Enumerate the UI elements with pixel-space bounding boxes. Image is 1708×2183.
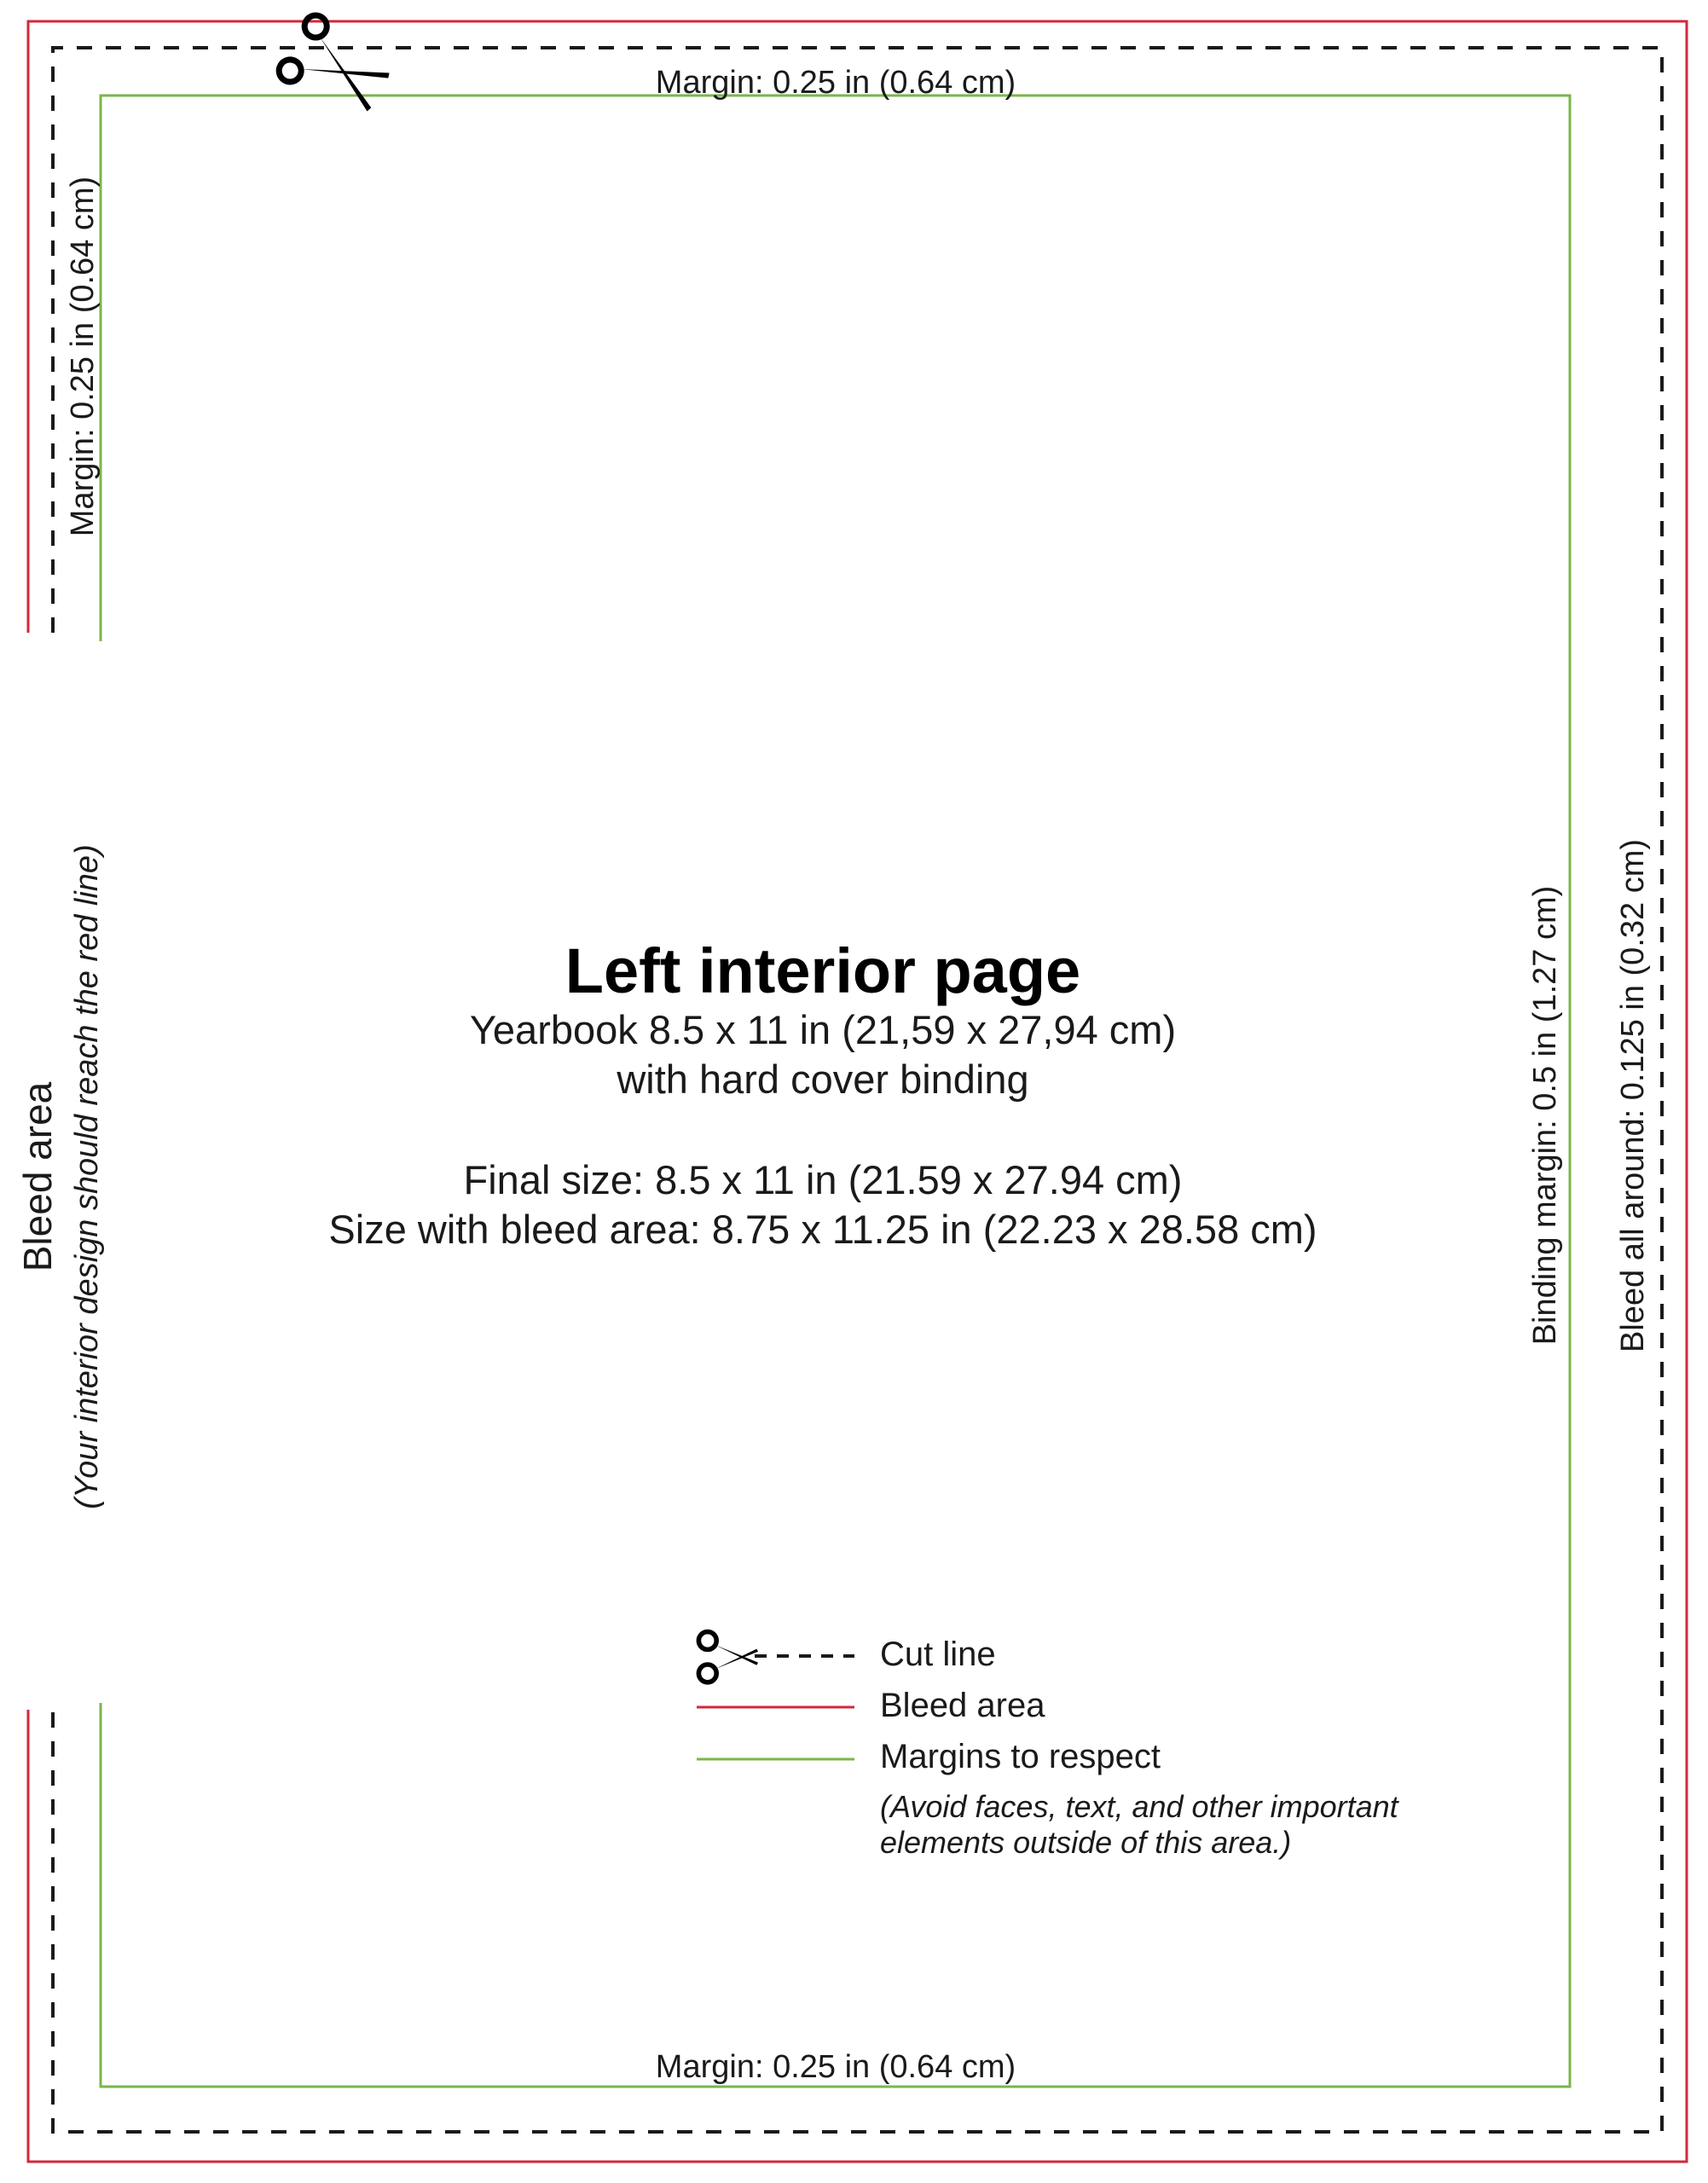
bottom-margin-label: Margin: 0.25 in (0.64 cm)	[655, 2049, 1016, 2085]
left-margin-label: Margin: 0.25 in (0.64 cm)	[65, 176, 101, 537]
subtitle-line-1: Yearbook 8.5 x 11 in (21,59 x 27,94 cm)	[469, 1007, 1177, 1053]
scissors-icon	[275, 11, 397, 124]
page-info	[0, 936, 1646, 1254]
final-size-line: Final size: 8.5 x 11 in (21.59 x 27.94 cm)	[463, 1157, 1183, 1203]
legend-note	[880, 1789, 1398, 1861]
page-title: Left interior page	[565, 935, 1081, 1006]
legend-label-margins: Margins to respect	[880, 1738, 1161, 1775]
bleed-area-side-note: (Your interior design should reach the red line)	[69, 844, 105, 1509]
legend-note-line-1: (Avoid faces, text, and other important	[880, 1789, 1398, 1824]
legend-label-cut-line: Cut line	[880, 1636, 996, 1673]
subtitle-line-2: with hard cover binding	[617, 1057, 1029, 1103]
binding-margin-label: Binding margin: 0.5 in (1.27 cm)	[1527, 885, 1563, 1346]
scissors-icon	[698, 1632, 758, 1682]
bleed-size-line: Size with bleed area: 8.75 x 11.25 in (22.23 x 28.58 cm)	[328, 1207, 1317, 1253]
bleed-all-around-label: Bleed all around: 0.125 in (0.32 cm)	[1615, 838, 1651, 1353]
legend-label-bleed-area: Bleed area	[880, 1687, 1045, 1724]
top-margin-label: Margin: 0.25 in (0.64 cm)	[655, 65, 1016, 101]
bleed-area-side-label: Bleed area	[15, 1081, 60, 1272]
legend-note-line-2: elements outside of this area.)	[880, 1825, 1292, 1860]
